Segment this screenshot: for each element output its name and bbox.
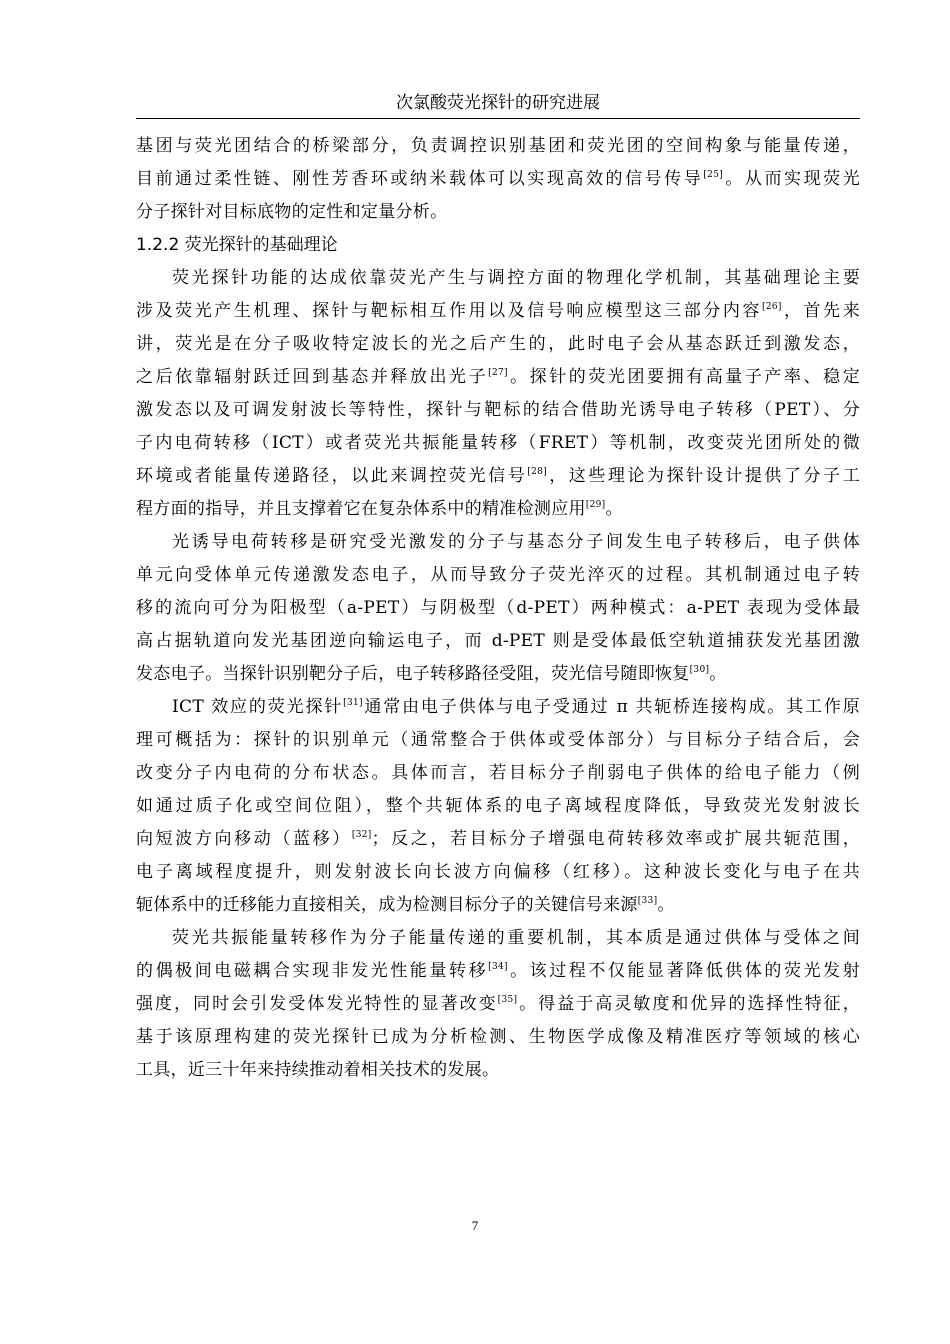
section-heading: 1.2.2 荧光探针的基础理论 bbox=[136, 235, 338, 255]
citation-marker: [35] bbox=[497, 995, 518, 1005]
text-line bbox=[136, 823, 860, 856]
text-segment: 荧光共振能量转移作为分子能量传递的重要机制，其本质是通过供体与受体之间 bbox=[172, 928, 860, 948]
citation-marker: [31] bbox=[343, 698, 363, 708]
citation-marker: [33] bbox=[637, 896, 658, 906]
text-line bbox=[136, 163, 860, 196]
running-header: 次氯酸荧光探针的研究进展 bbox=[136, 92, 860, 119]
text-segment: ；反之，若目标分子增强电荷转移效率或扩展共轭范围， bbox=[371, 829, 860, 849]
citation-marker: [29] bbox=[585, 500, 606, 510]
text-segment: 发态电子。当探针识别靶分子后，电子转移路径受阻，荧光信号随即恢复 bbox=[136, 664, 690, 684]
text-line bbox=[136, 196, 860, 229]
citation-marker: [27] bbox=[488, 368, 508, 378]
text-line bbox=[136, 1021, 860, 1054]
text-line bbox=[136, 658, 860, 691]
page-number: 7 bbox=[471, 1218, 479, 1233]
text-line bbox=[136, 328, 860, 361]
text-line bbox=[136, 625, 860, 658]
text-segment: 工具，近三十年来持续推动着相关技术的发展。 bbox=[136, 1060, 500, 1080]
paragraph bbox=[136, 922, 860, 1087]
text-segment: 通常由电子供体与电子受通过 π 共轭桥连接构成。其工作原 bbox=[362, 697, 861, 717]
text-line bbox=[136, 493, 860, 526]
text-line bbox=[136, 922, 860, 955]
page-body bbox=[136, 130, 860, 1087]
text-segment: 涉及荧光产生机理、探针与靶标相互作用以及信号响应模型这三部分内容 bbox=[136, 301, 763, 321]
text-segment: 光诱导电荷转移是研究受光激发的分子与基态分子间发生电子转移后，电子供体 bbox=[172, 532, 860, 552]
text-segment: 激发态以及可调发射波长等特性，探针与靶标的结合借助光诱导电子转移（PET）、分 bbox=[136, 400, 860, 420]
text-segment: 轭体系中的迁移能力直接相关，成为检测目标分子的关键信号来源 bbox=[136, 895, 638, 915]
text-segment: ICT 效应的荧光探针 bbox=[172, 697, 344, 717]
text-line bbox=[136, 988, 860, 1021]
text-segment: 如通过质子化或空间位阻），整个共轭体系的电子离域程度降低，导致荧光发射波长 bbox=[136, 796, 860, 816]
text-segment: 改变分子内电荷的分布状态。具体而言，若目标分子削弱电子供体的给电子能力（例 bbox=[136, 763, 860, 783]
citation-marker: [26] bbox=[762, 302, 782, 312]
text-segment: 。得益于高灵敏度和优异的选择性特征， bbox=[517, 994, 860, 1014]
text-segment: 电子离域程度提升，则发射波长向长波方向偏移（红移）。这种波长变化与电子在共 bbox=[136, 862, 860, 882]
text-line bbox=[136, 1054, 860, 1087]
text-segment: 移的流向可分为阳极型（a-PET）与阴极型（d-PET）两种模式：a-PET 表现为受体最 bbox=[136, 598, 860, 618]
text-line bbox=[136, 856, 860, 889]
paragraph bbox=[136, 262, 860, 526]
text-segment: ，首先来 bbox=[781, 301, 860, 321]
text-segment: 高占据轨道向发光基团逆向输运电子，而 d-PET 则是受体最低空轨道捕获发光基团激 bbox=[136, 631, 860, 651]
text-segment: 基于该原理构建的荧光探针已成为分析检测、生物医学成像及精准医疗等领域的核心 bbox=[136, 1027, 860, 1047]
text-segment: 子内电荷转移（ICT）或者荧光共振能量转移（FRET）等机制，改变荧光团所处的微 bbox=[136, 433, 860, 453]
text-line bbox=[136, 526, 860, 559]
paragraph bbox=[136, 526, 860, 691]
text-segment: 。 bbox=[605, 499, 623, 519]
text-segment: 单元向受体单元传递激发态电子，从而导致分子荧光淬灭的过程。其机制通过电子转 bbox=[136, 565, 860, 585]
text-segment: 。该过程不仅能显著降低供体的荧光发射 bbox=[507, 961, 860, 981]
text-line bbox=[136, 394, 860, 427]
text-line bbox=[136, 295, 860, 328]
text-segment: 目前通过柔性链、刚性芳香环或纳米载体可以实现高效的信号传导 bbox=[136, 169, 704, 189]
paragraph bbox=[136, 130, 860, 229]
text-line bbox=[136, 955, 860, 988]
text-line bbox=[136, 559, 860, 592]
text-line bbox=[136, 592, 860, 625]
citation-marker: [32] bbox=[351, 830, 372, 840]
text-segment: 理可概括为：探针的识别单元（通常整合于供体或受体部分）与目标分子结合后，会 bbox=[136, 730, 860, 750]
text-line bbox=[136, 790, 860, 823]
text-segment: 之后依靠辐射跃迁回到基态并释放出光子 bbox=[136, 367, 489, 387]
text-segment: 的偶极间电磁耦合实现非发光性能量转移 bbox=[136, 961, 489, 981]
text-line bbox=[136, 460, 860, 493]
text-segment: 程方面的指导，并且支撑着它在复杂体系中的精准检测应用 bbox=[136, 499, 586, 519]
text-segment: 荧光探针功能的达成依靠荧光产生与调控方面的物理化学机制，其基础理论主要 bbox=[172, 268, 860, 288]
citation-marker: [34] bbox=[488, 962, 508, 972]
text-segment: 强度，同时会引发受体发光特性的显著改变 bbox=[136, 994, 498, 1014]
text-segment: 。从而实现荧光 bbox=[723, 169, 860, 189]
text-line bbox=[136, 724, 860, 757]
text-segment: 环境或者能量传递路径，以此来调控荧光信号 bbox=[136, 466, 528, 486]
citation-marker: [25] bbox=[703, 170, 724, 180]
text-line bbox=[136, 757, 860, 790]
citation-marker: [28] bbox=[527, 467, 547, 477]
text-segment: ，这些理论为探针设计提供了分子工 bbox=[546, 466, 860, 486]
text-line bbox=[136, 427, 860, 460]
text-line bbox=[136, 262, 860, 295]
text-segment: 讲，荧光是在分子吸收特定波长的光之后产生的，此时电子会从基态跃迁到激发态， bbox=[136, 334, 860, 354]
text-segment: 。探针的荧光团要拥有高量子产率、稳定 bbox=[507, 367, 860, 387]
paragraph bbox=[136, 691, 860, 922]
text-segment: 基团与荧光团结合的桥梁部分，负责调控识别基团和荧光团的空间构象与能量传递， bbox=[136, 136, 860, 156]
citation-marker: [30] bbox=[689, 665, 710, 675]
text-segment: 分子探针对目标底物的定性和定量分析。 bbox=[136, 202, 448, 222]
text-line bbox=[136, 361, 860, 394]
text-segment: 。 bbox=[657, 895, 675, 915]
text-line bbox=[136, 691, 860, 724]
text-segment: 向短波方向移动（蓝移） bbox=[136, 829, 352, 849]
text-line bbox=[136, 130, 860, 163]
text-segment: 。 bbox=[709, 664, 727, 684]
text-line bbox=[136, 889, 860, 922]
